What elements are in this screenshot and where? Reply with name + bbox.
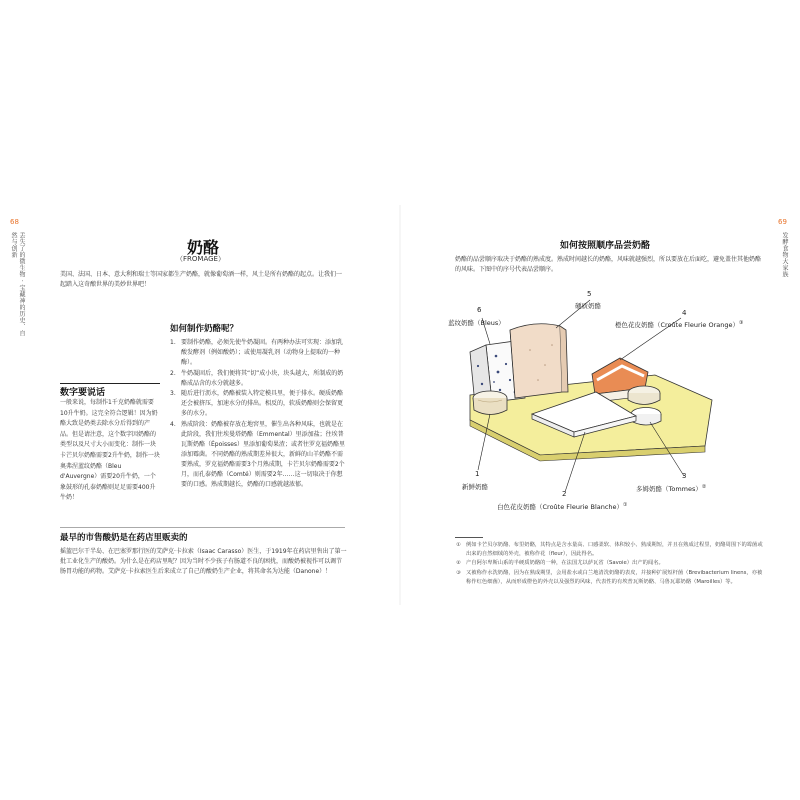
cheese-6-number: 6 xyxy=(477,306,482,314)
tasting-order-heading: 如何按照顺序品尝奶酪 xyxy=(560,241,651,251)
cutting-board xyxy=(470,375,712,455)
steps-list xyxy=(170,338,346,490)
cheese-5-label: 硬质奶酪 xyxy=(575,302,601,310)
orange-rind-cheese xyxy=(592,358,648,402)
spine-gutter xyxy=(399,205,401,605)
cheese-6-label: 蓝纹奶酪（Bleus） xyxy=(448,319,505,327)
page-title: 奶酪 xyxy=(187,238,220,257)
step-item: 2. 牛奶凝固后，我们便将其“切”成小块，块头越大，所制成的奶酪成品含的水分就越多。 xyxy=(170,369,344,387)
cutting-board-edge xyxy=(470,420,705,461)
hard-cheese xyxy=(510,324,568,398)
right-running-title: 发酵食物大家族 xyxy=(781,232,788,278)
cheese-4-number: 4 xyxy=(682,309,687,317)
blue-cheese xyxy=(470,340,525,405)
cheese-3-number: 3 xyxy=(682,472,687,480)
numbers-box-rule xyxy=(60,383,160,384)
section-divider xyxy=(60,527,345,528)
footnote-3: ③ 又被称作水洗奶酪，因为在熟成期里，会用盐水或白兰地清洗奶酪的表皮，并接种扩展短杆菌（Brevibacterium linens，亦被称作红色细菌），从而形成橙色的外壳以及强烈的风味，代表性的有埃普瓦斯奶酪、马鲁瓦耶奶酪（Maroilles）等。 xyxy=(456,570,763,585)
numbers-paragraph: 一般来说，每制作1千克奶酪就需要10升牛奶。这完全符合逻辑！因为奶酪大致是奶类去除水分后得到的产品。但是请注意，这个数字因奶酪的类型以及尺寸大小而变化：制作一块卡芒贝尔奶酪需要2升牛奶，制作一块奥弗涅蓝纹奶酪（Bleu d'Auvergne）需要20升牛奶，一个象鼓形的孔泰奶酪则足足需要400升牛奶！ xyxy=(60,399,160,502)
page-subtitle: （FROMAGE） xyxy=(176,255,225,263)
cheese-1-label: 新鲜奶酪 xyxy=(462,483,488,491)
step-item: 1. 要制作奶酪，必须先使牛奶凝固。有两种办法可实现：添加乳酸发酵剂（例如酸奶）；或使用凝乳剂（动物身上提取的一种酶）。 xyxy=(170,339,344,366)
footnote-1: ① 例如卡芒贝尔奶酪、布里奶酪，其特点是含水量高、口感柔软、体积较小、熟成期短，并且在熟成过程里，奶酪周围下的霉菌或出来的自然细绒的外壳，被称作花（fleur），因此得名。 xyxy=(456,542,763,557)
step-item: 3. 随后进行沥水，奶酪被装入特定模具里，便于排水。硬质奶酪还会被挤压，加速水分的排出。相反的，软质奶酪则会保留更多的水分。 xyxy=(170,390,344,417)
numbers-heading: 数字要说话 xyxy=(60,388,106,398)
earliest-yogurt-paragraph: 摇篮巴尔干半岛、在巴塞罗那行医的艾萨克·卡拉索（Isaac Carasso）医生，于1919年在药店里售出了第一批工业化生产的酸奶。为什么是在药店里呢？因为当时不少孩子有肠道不良的困扰，而酸奶被视作可以调节肠胃功能的药物。艾萨克·卡拉索医生后来成立了自己的酸奶生产企业，将其命名为达能（Danone）！ xyxy=(60,548,347,575)
cheese-4-label: 橙色花皮奶酪（Croûte Fleurie Orange）③ xyxy=(615,320,744,330)
step-item: 4. 熟成阶段：奶酪被存放在地窖里，催生出各种风味，也就是在此阶段，我们往埃曼塔奶酪（Emmental）里添加盐；往埃普瓦斯奶酪（Époisses）里添加葡萄果渣；或者往罗克福奶酪里添加霉菌。不同奶酪的熟成期差异很大，新鲜的山羊奶酪不需要熟成，罗克福奶酪需要3个月熟成期，卡芒贝尔奶酪需要2个月，而孔泰奶酪（Comté）则需要2年……这一切取决于你想要的口感。熟成期越长，奶酪的口感就越浓郁。 xyxy=(170,420,346,488)
cheese-2-label: 白色花皮奶酪（Croûte Fleurie Blanche）① xyxy=(497,502,628,512)
footnote-2: ② 产自阿尔卑斯山系的半硬质奶酪的一种，在法国尤以萨瓦省（Savoie）出产的闻名。 xyxy=(456,560,664,566)
intro-paragraph: 美国、法国、日本、意大利和瑞士等国家都生产奶酪，就像葡萄酒一样，风土是所有奶酪的起点。让我们一起踏入这奇酿世界的美妙世界吧！ xyxy=(60,271,343,288)
tasting-order-intro: 奶酪的品尝顺序取决于奶酪的熟成度。熟成时间越长的奶酪，风味就越强烈，所以要放在后面吃，避免盖住其他奶酪的风味。下图中的序号代表品尝顺序。 xyxy=(455,256,762,273)
tomme-cheese xyxy=(628,386,661,425)
how-to-make-heading: 如何制作奶酪呢？ xyxy=(170,324,239,334)
cheese-3-label: 多姆奶酪（Tommes）② xyxy=(636,484,707,494)
cheese-5-number: 5 xyxy=(587,290,592,298)
page-number-left: 68 xyxy=(10,218,19,226)
cheese-1-number: 1 xyxy=(475,470,480,478)
fresh-cheese xyxy=(473,391,507,415)
page-number-right: 69 xyxy=(778,218,787,226)
white-rind-cheese xyxy=(532,392,636,437)
earliest-yogurt-heading: 最早的市售酸奶是在药店里贩卖的 xyxy=(60,533,188,543)
footnote-rule xyxy=(455,537,483,538)
left-running-title: 丢失了的微生物 · 宝藏神的历史、自然与创新 xyxy=(10,232,25,337)
cheese-2-number: 2 xyxy=(562,490,567,498)
